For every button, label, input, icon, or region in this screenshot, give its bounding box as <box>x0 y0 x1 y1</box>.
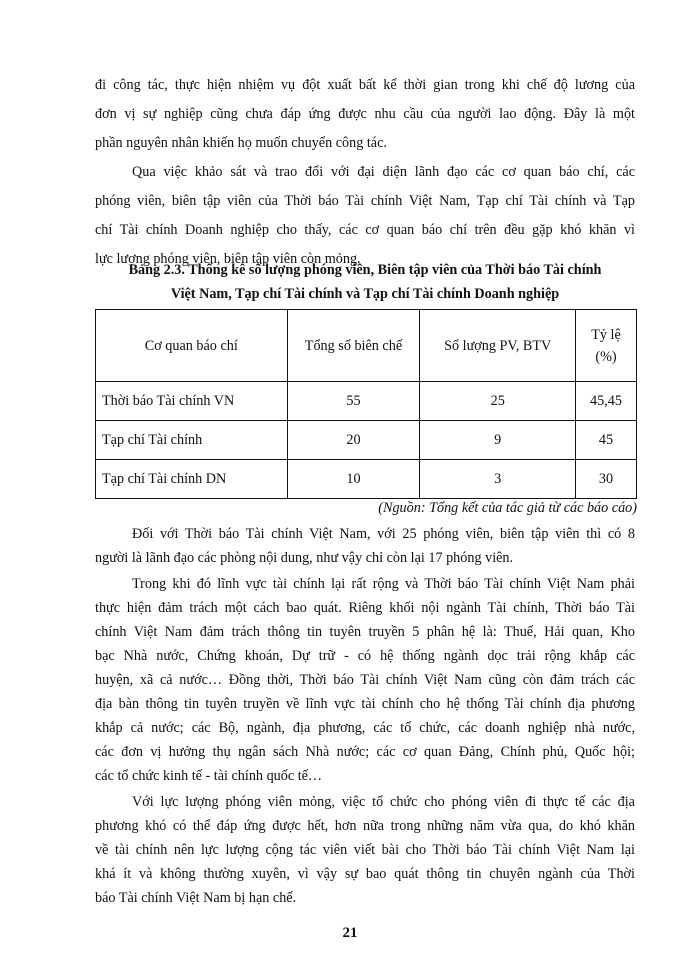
paragraph-5-line-1: Với lực lượng phóng viên mỏng, việc tổ chức cho phóng viên đi thực tế các địa <box>132 794 635 810</box>
cell-total-staff: 55 <box>287 382 420 421</box>
header-ratio-label: Tỷ lệ <box>591 326 621 343</box>
source-note: (Nguồn: Tổng kết của tác giả từ các báo cáo) <box>378 500 637 516</box>
paragraph-1-line-1: đi công tác, thực hiện nhiệm vụ đột xuất bất kể thời gian trong khi chế độ lương của <box>95 77 635 93</box>
paragraph-4-line-5: huyện, xã cả nước… Đồng thời, Thời báo Tài chính Việt Nam cũng còn đảm trách các <box>95 672 635 688</box>
table-row <box>96 421 637 460</box>
paragraph-5-line-3: về tài chính nên lực lượng cộng tác viên viết bài cho Thời báo Tài chính Việt Nam lại <box>95 842 635 858</box>
paragraph-3-line-1: Đối với Thời báo Tài chính Việt Nam, với 25 phóng viên, biên tập viên thì có 8 <box>132 526 635 542</box>
header-organization: Cơ quan báo chí <box>96 310 288 382</box>
paragraph-4-line-1: Trong khi đó lĩnh vực tài chính lại rất rộng và Thời báo Tài chính Việt Nam phải <box>132 576 635 592</box>
paragraph-3-line-2: người là lãnh đạo các phòng nội dung, như vậy chỉ còn lại 17 phóng viên. <box>95 550 514 566</box>
statistics-table <box>95 309 637 499</box>
paragraph-4-line-4: bạc Nhà nước, Chứng khoán, Dự trữ - có hệ thống ngành dọc trải rộng khắp các <box>95 648 635 664</box>
cell-ratio: 30 <box>576 460 637 499</box>
cell-organization: Tạp chí Tài chính <box>96 421 288 460</box>
paragraph-1-line-3: phần nguyên nhân khiến họ muốn chuyển công tác. <box>95 135 387 151</box>
paragraph-5-line-4: khá ít và không thường xuyên, vì vậy sự bao quát thông tin chuyên ngành của Thời <box>95 866 635 882</box>
table-row <box>96 460 637 499</box>
paragraph-5-line-5: báo Tài chính Việt Nam bị hạn chế. <box>95 890 297 906</box>
paragraph-2-line-4: lực lượng phóng viên, biên tập viên còn mỏng. <box>95 251 361 267</box>
cell-reporter-count: 3 <box>420 460 576 499</box>
header-reporter-count: Số lượng PV, BTV <box>420 310 576 382</box>
paragraph-2-line-2: phóng viên, biên tập viên của Thời báo Tài chính Việt Nam, Tạp chí Tài chính và Tạp <box>95 193 635 209</box>
cell-total-staff: 10 <box>287 460 420 499</box>
paragraph-4-line-9: các tổ chức kinh tế - tài chính quốc tế… <box>95 768 323 784</box>
header-ratio-unit: (%) <box>595 348 617 365</box>
cell-reporter-count: 25 <box>420 382 576 421</box>
paragraph-2-line-1: Qua việc khảo sát và trao đổi với đại diện lãnh đạo các cơ quan báo chí, các <box>132 164 635 180</box>
table-caption-line-1: Bảng 2.3. Thống kê số lượng phóng viên, Biên tập viên của Thời báo Tài chính <box>128 262 602 278</box>
paragraph-4-line-6: địa bàn thông tin tuyên truyền về lĩnh vực tài chính cho hệ thống Tài chính địa phương <box>95 696 635 712</box>
paragraph-4-line-3: chính Việt Nam đảm trách thông tin tuyên truyền 5 phân hệ là: Thuế, Hải quan, Kho <box>95 624 635 640</box>
paragraph-4-line-7: khắp cả nước; các Bộ, ngành, địa phương, các tổ chức, các doanh nghiệp nhà nước, <box>95 720 635 736</box>
paragraph-1-line-2: đơn vị sự nghiệp cũng chưa đáp ứng được nhu cầu của người lao động. Đây là một <box>95 106 635 122</box>
cell-organization: Thời báo Tài chính VN <box>96 382 288 421</box>
cell-total-staff: 20 <box>287 421 420 460</box>
table-header-row <box>96 310 637 382</box>
paragraph-4-line-8: các đơn vị hưởng thụ ngân sách Nhà nước; các cơ quan Đảng, Chính phủ, Quốc hội; <box>95 744 635 760</box>
table-row <box>96 382 637 421</box>
paragraph-2-line-3: chí Tài chính Doanh nghiệp cho thấy, các cơ quan báo chí trên đều gặp khó khăn vì <box>95 222 635 238</box>
header-total-staff: Tổng số biên chế <box>287 310 420 382</box>
page-number: 21 <box>342 925 358 941</box>
header-ratio <box>576 310 637 382</box>
paragraph-5-line-2: phương khó có thể đáp ứng được hết, hơn nữa trong những năm vừa qua, do khó khăn <box>95 818 635 834</box>
cell-reporter-count: 9 <box>420 421 576 460</box>
cell-ratio: 45 <box>576 421 637 460</box>
paragraph-4-line-2: thực hiện đảm trách một cách bao quát. Riêng khối nội ngành Tài chính, Thời báo Tài <box>95 600 635 616</box>
cell-ratio: 45,45 <box>576 382 637 421</box>
cell-organization: Tạp chí Tài chính DN <box>96 460 288 499</box>
table-caption-line-2: Việt Nam, Tạp chí Tài chính và Tạp chí Tài chính Doanh nghiệp <box>170 286 560 302</box>
